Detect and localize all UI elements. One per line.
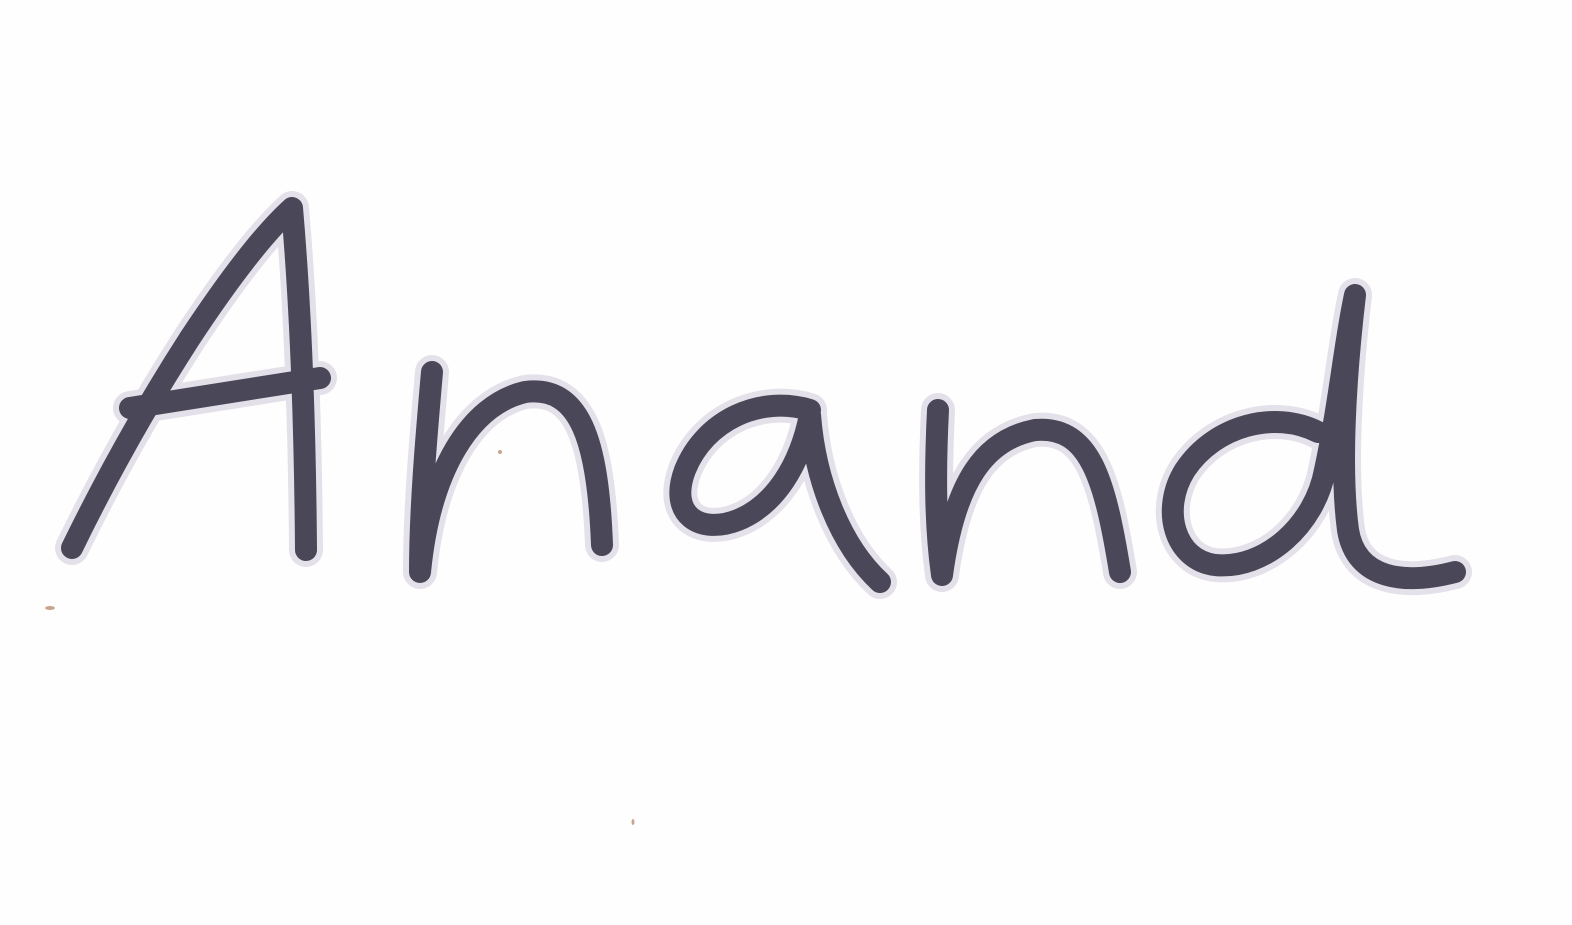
letter-d-stroke <box>1173 295 1455 578</box>
paper-speck <box>498 450 502 454</box>
paper-specks <box>45 450 635 825</box>
letter-a-lower-stroke <box>680 406 880 582</box>
paper-speck <box>632 819 635 825</box>
paper-speck <box>45 606 55 610</box>
letter-n1-stroke <box>420 372 602 572</box>
